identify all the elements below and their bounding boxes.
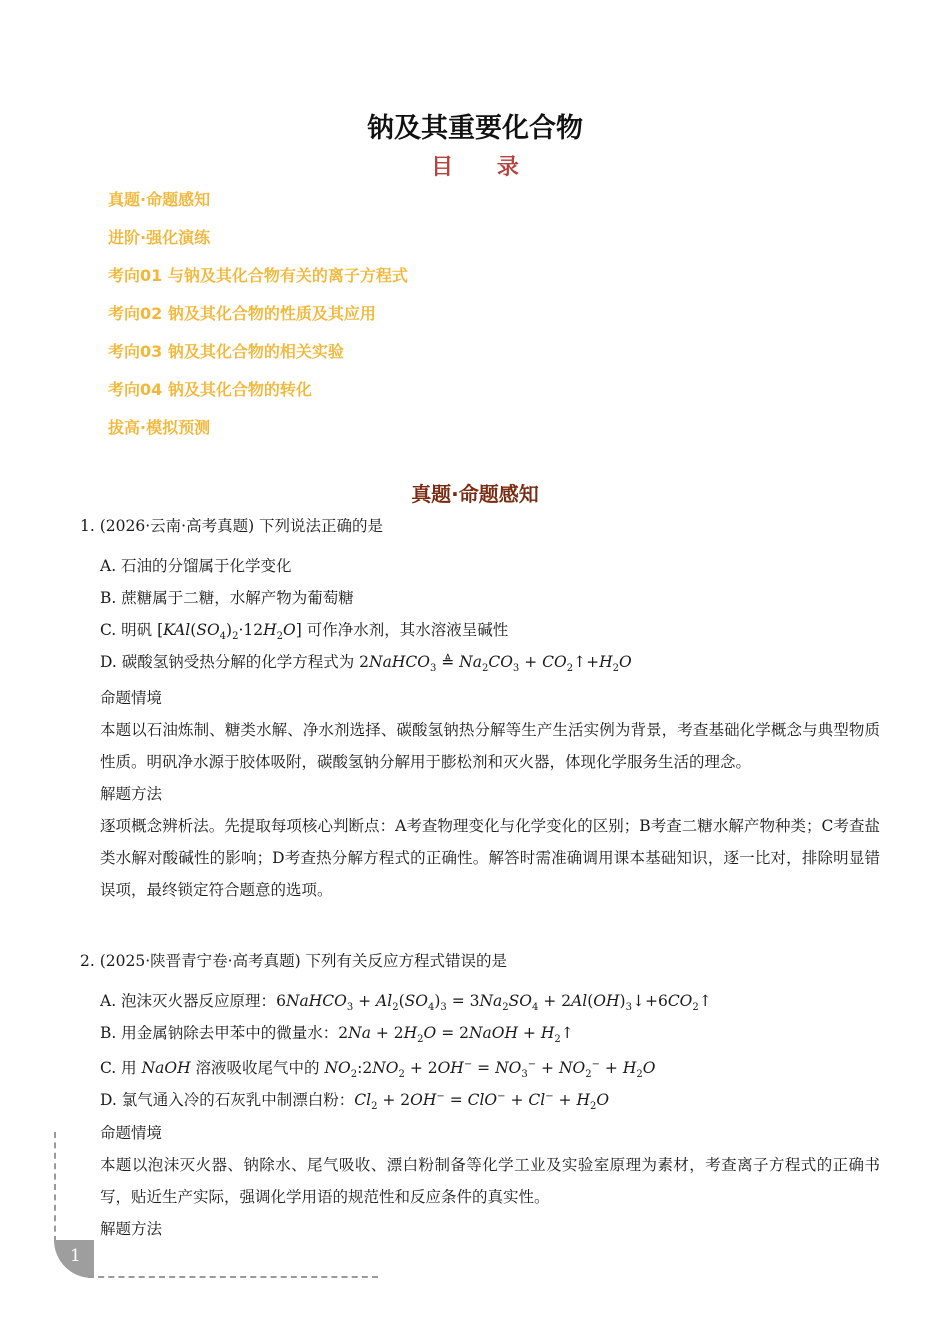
- question-stem: 2. (2025·陕晋青宁卷·高考真题) 下列有关反应方程式错误的是: [80, 952, 508, 970]
- toc-item-zhenti[interactable]: 真题·命题感知: [108, 190, 211, 209]
- option-c: [80, 614, 880, 646]
- option-b: B. 蔗糖属于二糖，水解产物为葡萄糖: [100, 589, 354, 607]
- formula-alum: $[KAl(SO_4)_2\cdot 12H_2O]$: [157, 621, 302, 643]
- method-text: 逐项概念辨析法。先提取每项核心判断点：A考查物理变化与化学变化的区别；B考查二糖水解产物种类；C考查盐类水解对酸碱性的影响；D考查热分解方程式的正确性。解答时需准确调用课本基础知识，逐一比对，排除明显错误项，最终锁定符合题意的选项。: [100, 817, 880, 899]
- option-a: A. 石油的分馏属于化学变化: [100, 557, 292, 575]
- option-a: [80, 985, 880, 1017]
- section-heading: 真题·命题感知: [411, 482, 539, 506]
- page-frame-horizontal: [88, 1276, 378, 1278]
- method-label: 解题方法: [100, 1220, 163, 1238]
- formula-bleach: $Cl_2 + 2OH^- = ClO^- + Cl^- + H_2O$: [354, 1091, 610, 1113]
- table-of-contents: [108, 186, 408, 452]
- formula-no2-absorption: $NO_2:2NO_2 + 2OH^- = NO_3^- + NO_2^- + H_2O$: [324, 1059, 656, 1081]
- formula-naoh: NaOH: [141, 1059, 191, 1078]
- option-d: [80, 1081, 880, 1113]
- toc-item-kaoxiang-03[interactable]: 考向03 钠及其化合物的相关实验: [108, 342, 344, 361]
- option-c-mid: 溶液吸收尾气中的: [190, 1059, 325, 1078]
- toc-item-kaoxiang-04[interactable]: 考向04 钠及其化合物的转化: [108, 380, 312, 399]
- page-frame-vertical: [54, 1132, 56, 1242]
- option-c: [80, 1049, 880, 1081]
- formula-foam-extinguisher: 6NaHCO$_3$ + $Al_2(SO_4)_3 = 3Na_2SO_4$ + $2Al(OH)_3↓+6CO_2↑$: [276, 992, 712, 1014]
- toc-item-kaoxiang-02[interactable]: 考向02 钠及其化合物的性质及其应用: [108, 304, 376, 323]
- question-stem: 1. (2026·云南·高考真题) 下列说法正确的是: [80, 517, 384, 535]
- context-text: 本题以石油炼制、糖类水解、净水剂选择、碳酸氢钠热分解等生产生活实例为背景，考查基础化学概念与典型物质性质。明矾净水源于胶体吸附，碳酸氢钠分解用于膨松剂和灭火器，体现化学服务生活的理念。: [100, 721, 880, 771]
- toc-item-jinjie[interactable]: 进阶·强化演练: [108, 228, 211, 247]
- option-d-prefix: D. 氯气通入冷的石灰乳中制漂白粉：: [100, 1091, 355, 1110]
- option-d-prefix: D. 碳酸氢钠受热分解的化学方程式为: [100, 653, 360, 671]
- question-2: [80, 945, 880, 1245]
- context-label: 命题情境: [100, 1124, 163, 1142]
- option-b-prefix: B. 用金属钠除去甲苯中的微量水：: [100, 1024, 339, 1042]
- question-1: [80, 510, 880, 906]
- toc-item-kaoxiang-01[interactable]: 考向01 与钠及其化合物有关的离子方程式: [108, 266, 408, 285]
- context-label: 命题情境: [100, 689, 163, 707]
- option-a-prefix: A. 泡沫灭火器反应原理：: [100, 992, 277, 1010]
- method-label: 解题方法: [100, 785, 163, 803]
- formula-na-water: $2Na + 2H_2O$ = 2NaOH + $H_2↑$: [338, 1024, 574, 1046]
- toc-item-bagao[interactable]: 拔高·模拟预测: [108, 418, 211, 437]
- option-d: [80, 646, 880, 678]
- toc-heading: 目 录: [431, 155, 537, 180]
- context-text: 本题以泡沫灭火器、钠除水、尾气吸收、漂白粉制备等化学工业及实验室原理为素材，考查离子方程式的正确书写，贴近生产实际，强调化学用语的规范性和反应条件的真实性。: [100, 1156, 880, 1206]
- option-c-prefix: C. 明矾: [100, 621, 158, 639]
- formula-nahco3-decomposition: 2NaHCO$_3$ ≜ $Na_2CO_3$ + $CO_2↑+H_2O$: [359, 653, 632, 675]
- page-title: 钠及其重要化合物: [367, 113, 583, 144]
- option-c-suffix: 可作净水剂，其水溶液呈碱性: [301, 621, 509, 639]
- page-number: 1: [70, 1246, 81, 1266]
- option-c-prefix: C. 用: [100, 1059, 142, 1078]
- option-b: [80, 1017, 880, 1049]
